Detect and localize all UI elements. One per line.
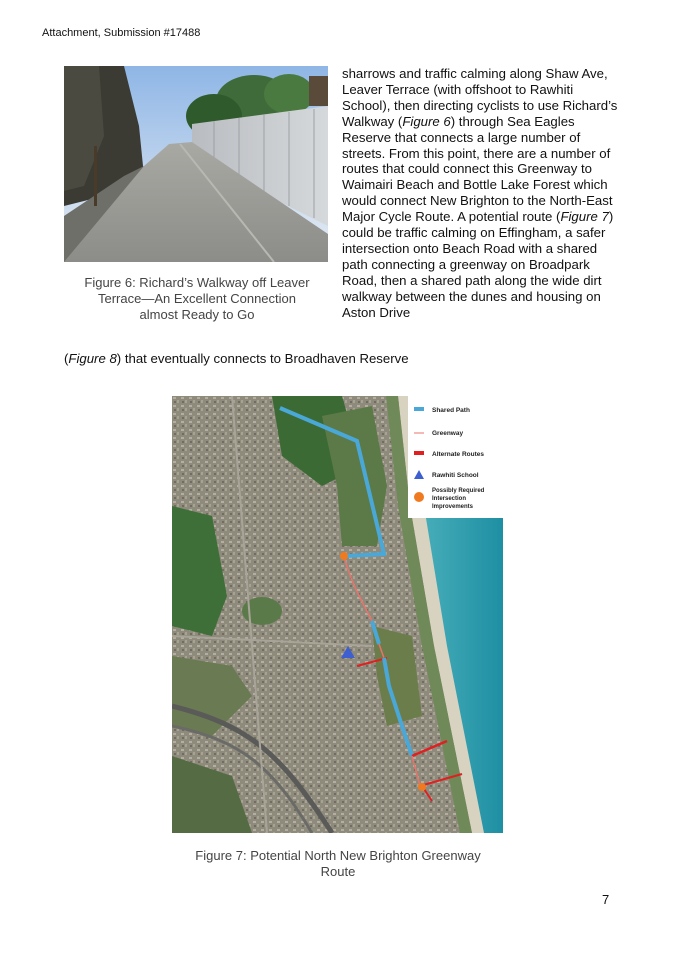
intersection-marker [418, 783, 426, 791]
body-paragraph [342, 66, 622, 321]
legend-alternate-routes: Alternate Routes [432, 451, 485, 458]
figure-7-caption [170, 848, 506, 880]
body-paragraph-continuation [64, 351, 624, 367]
body-text: ( [64, 351, 69, 366]
figure-6-caption-line: Terrace—An Excellent Connection [98, 291, 296, 306]
figure-8-reference: Figure 8 [68, 351, 117, 366]
legend-greenway: Greenway [432, 430, 464, 437]
intersection-marker [340, 552, 348, 560]
figure-6-caption-line: almost Ready to Go [139, 307, 255, 322]
route-map [172, 396, 503, 833]
body-text: ) could be traffic calming on Effingham, a safer intersection onto Beach Road with a shared path connecting a greenway on Broadpark Road, then a shared path along the wide dirt walkway between the dunes and housing on Aston Drive [342, 209, 614, 320]
figure-7-caption-line: Figure 7: Potential North New Brighton Greenway [195, 848, 481, 863]
legend-shared-path: Shared Path [432, 407, 470, 414]
body-text: ) that eventually connects to Broadhaven Reserve [116, 351, 409, 366]
figure-6-reference: Figure 6 [402, 113, 451, 129]
intersection-circle-icon [414, 492, 424, 502]
document-header: Attachment, Submission #17488 [42, 27, 201, 39]
legend-rawhiti-school: Rawhiti School [432, 472, 479, 479]
figure-7-reference: Figure 7 [560, 209, 609, 225]
page-number: 7 [602, 892, 610, 907]
legend-intersection-line3: Improvements [432, 504, 474, 510]
legend-alternate-routes-swatch [414, 451, 424, 455]
legend-shared-path-swatch [414, 407, 424, 411]
body-text: ) through Sea Eagles Reserve that connects a large number of streets. From this point, there are a number of routes that could connect this Greenway to Waimairi Beach and Bottle Lake Forest which would connect New Brighton to the North-East Major Cycle Route. A potential route ( [342, 113, 613, 225]
walkway-photo [64, 66, 328, 262]
legend-intersection-line1: Possibly Required [432, 488, 485, 494]
figure-6-caption [64, 275, 330, 323]
figure-6-caption-line: Figure 6: Richard’s Walkway off Leaver [84, 275, 310, 290]
legend-intersection-line2: Intersection [432, 496, 467, 502]
figure-7-caption-line: Route [320, 864, 356, 879]
body-text: sharrows and traffic calming along Shaw Ave, Leaver Terrace (with offshoot to Rawhiti School), then directing cyclists to use Richard’s Walkway ( [342, 66, 618, 129]
